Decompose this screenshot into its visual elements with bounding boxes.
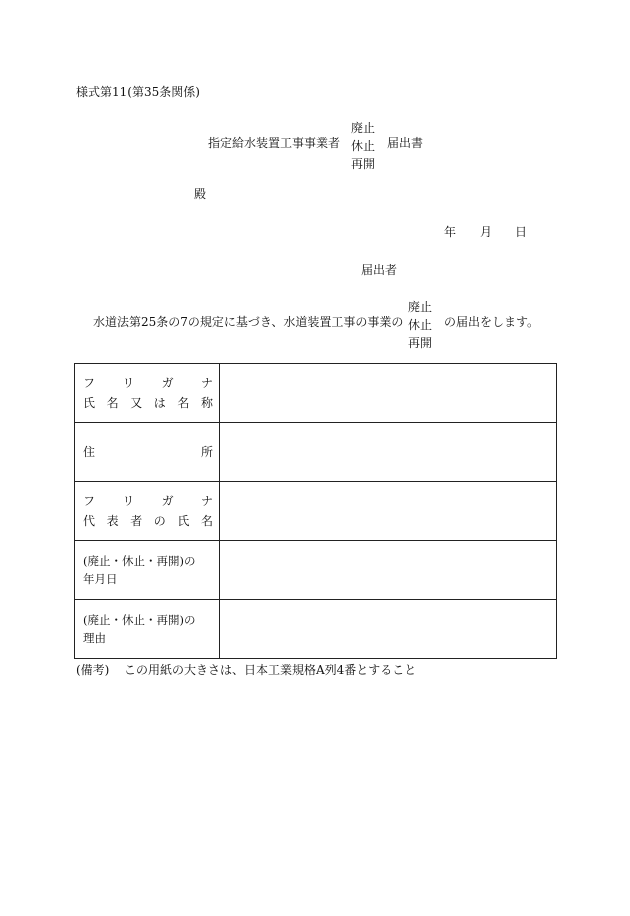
remarks-label: (備考) bbox=[76, 663, 110, 677]
label-furigana-name bbox=[75, 364, 220, 423]
form-number: 様式第11(第35条関係) bbox=[76, 85, 200, 99]
label-furigana-representative bbox=[75, 482, 220, 541]
furigana-line: フ リ ガ ナ bbox=[83, 494, 213, 508]
label-reason: (廃止・休止・再開)の 理由 bbox=[75, 600, 220, 659]
table-row-date bbox=[75, 541, 557, 600]
date-day: 日 bbox=[515, 225, 528, 239]
title-option-kyushi: 休止 bbox=[351, 139, 376, 153]
notification-form-table bbox=[74, 363, 557, 659]
name-field[interactable] bbox=[220, 364, 557, 423]
title-option-saikai: 再開 bbox=[351, 157, 376, 171]
body-option-saikai: 再開 bbox=[408, 336, 433, 350]
addressee-suffix: 殿 bbox=[194, 187, 207, 201]
body-text-after: の届出をします。 bbox=[444, 315, 540, 329]
title-option-haishi: 廃止 bbox=[351, 121, 376, 135]
representative-field[interactable] bbox=[220, 482, 557, 541]
date-year: 年 bbox=[444, 225, 457, 239]
title-options bbox=[351, 119, 375, 173]
notifier-label: 届出者 bbox=[361, 263, 398, 277]
date-month: 月 bbox=[480, 225, 493, 239]
table-row-name bbox=[75, 364, 557, 423]
body-option-haishi: 廃止 bbox=[408, 300, 433, 314]
furigana-line: フ リ ガ ナ bbox=[83, 376, 213, 390]
table-row-reason bbox=[75, 600, 557, 659]
label-address: 住 所 bbox=[75, 423, 220, 482]
label-date: (廃止・休止・再開)の 年月日 bbox=[75, 541, 220, 600]
address-field[interactable] bbox=[220, 423, 557, 482]
table-row-address bbox=[75, 423, 557, 482]
title-suffix: 届出書 bbox=[387, 136, 424, 150]
remarks-text: この用紙の大きさは、日本工業規格A列4番とすること bbox=[124, 663, 417, 677]
name-line: 氏 名 又 は 名 称 bbox=[83, 396, 213, 410]
reason-field[interactable] bbox=[220, 600, 557, 659]
table-row-representative bbox=[75, 482, 557, 541]
body-option-kyushi: 休止 bbox=[408, 318, 433, 332]
date-field[interactable] bbox=[220, 541, 557, 600]
representative-line: 代 表 者 の 氏 名 bbox=[83, 514, 213, 528]
body-text-before: 水道法第25条の7の規定に基づき、水道装置工事の事業の bbox=[93, 315, 404, 329]
body-options bbox=[408, 298, 432, 352]
title-prefix: 指定給水装置工事事業者 bbox=[208, 136, 341, 150]
